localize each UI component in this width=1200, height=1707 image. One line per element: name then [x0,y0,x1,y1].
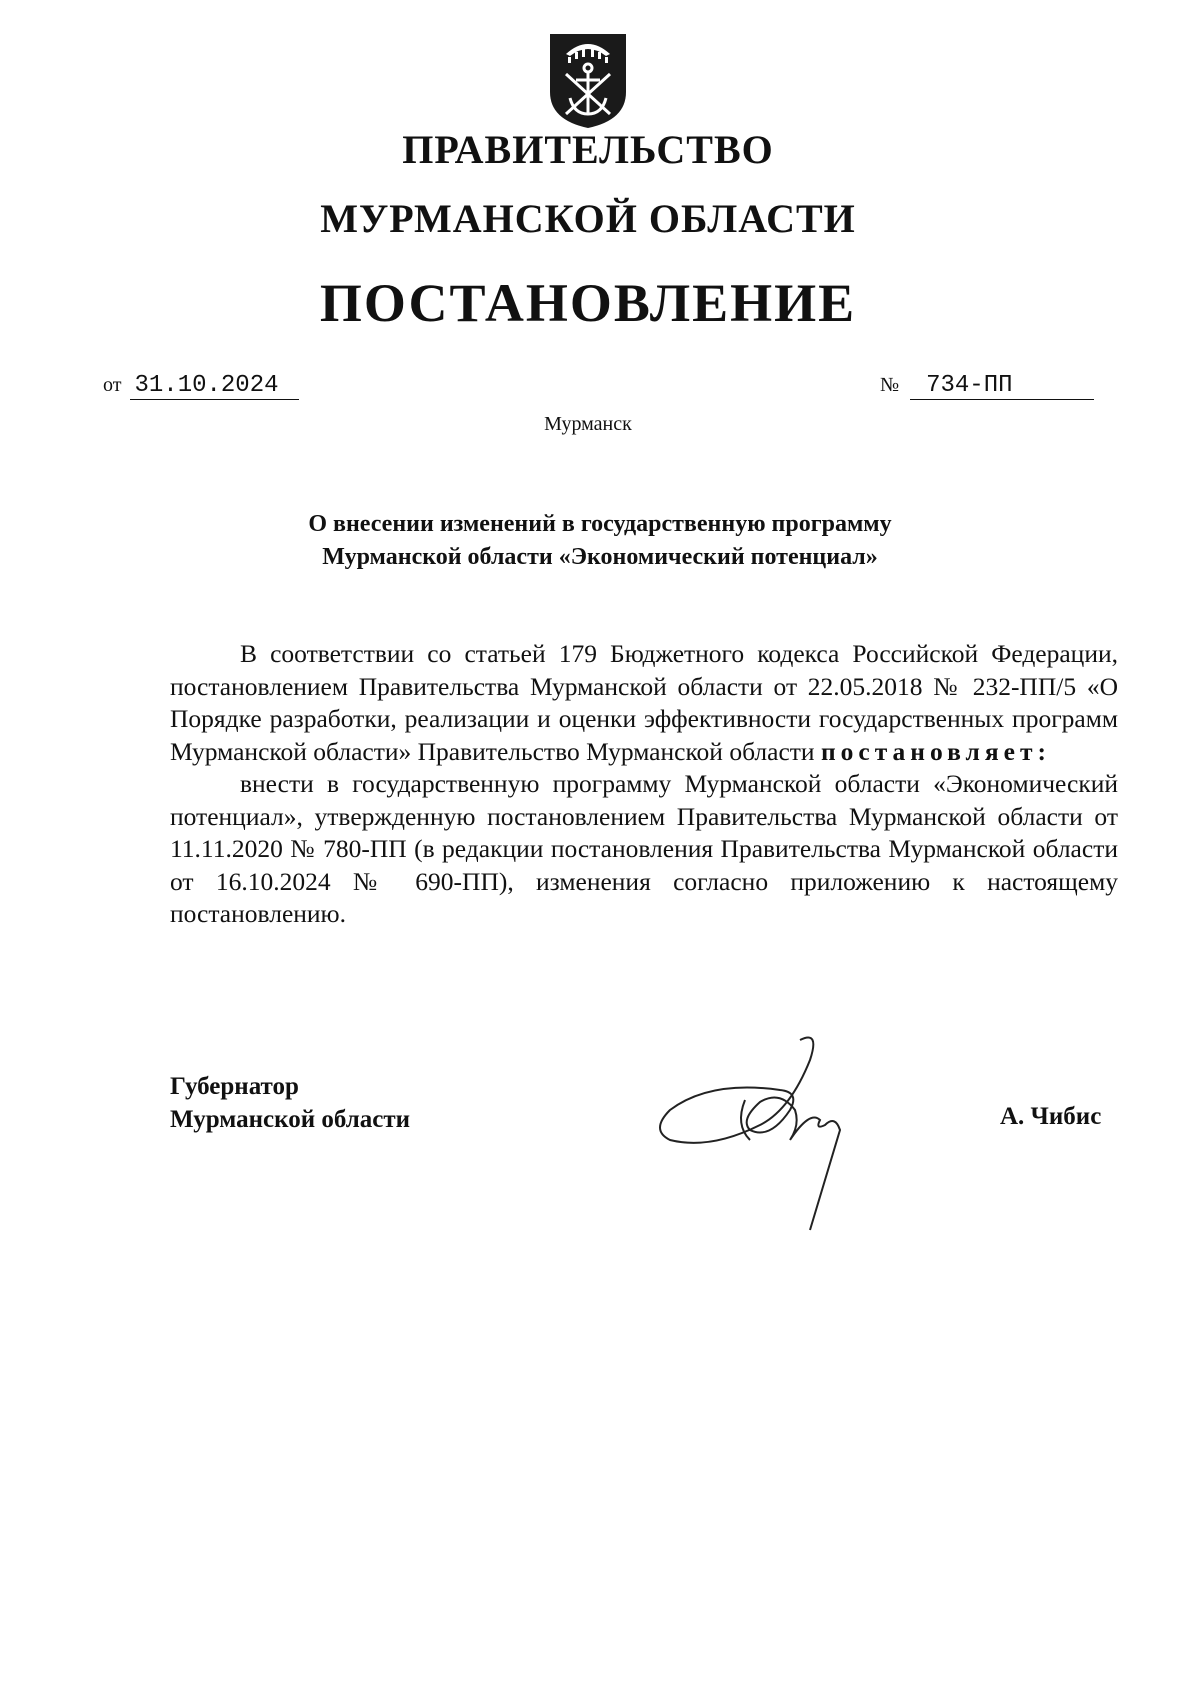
paragraph-1-text: В соответствии со статьей 179 Бюджетного кодекса Российской Федерации, постановлением Правительства Мурманской области от 22.05.2018 № 232-ПП/5 «О Порядке разработки, реализации и оценки эффективности государственных программ Мурманской области» Правительство Мурманской области [170,639,1118,766]
number-label: № [880,374,900,396]
signature-icon [650,1030,890,1250]
date-value: 31.10.2024 [130,372,299,400]
title-line2: Мурманской области «Экономический потенциал» [322,544,878,570]
decree-word: постановляет: [820,736,1051,766]
title-line1: О внесении изменений в государственную программу [308,511,892,537]
org-name-line2: МУРМАНСКОЙ ОБЛАСТИ [320,196,856,241]
paragraph-1 [170,638,1118,768]
city: Мурманск [544,413,632,435]
signer-name: А. Чибис [1000,1103,1102,1130]
coat-of-arms-icon [546,30,630,130]
position-line1: Губернатор [170,1073,299,1100]
date-row [103,372,299,400]
date-label: от [103,374,122,396]
number-value: 734-ПП [910,372,1094,400]
document-title [200,508,1000,574]
paragraph-2: внести в государственную программу Мурманской области «Экономический потенциал», утвержденную постановлением Правительства Мурманской области от 11.11.2020 № 780-ПП (в редакции постановления Правительства Мурманской области от 16.10.2024 № 690-ПП), изменения согласно приложению к настоящему постановлению. [170,769,1118,928]
number-row [880,372,1094,400]
org-name-line1: ПРАВИТЕЛЬСТВО [402,127,774,172]
document-type: ПОСТАНОВЛЕНИЕ [319,273,857,333]
position-line2: Мурманской области [170,1106,411,1133]
document-body [170,638,1118,931]
signer-position [170,1070,410,1136]
